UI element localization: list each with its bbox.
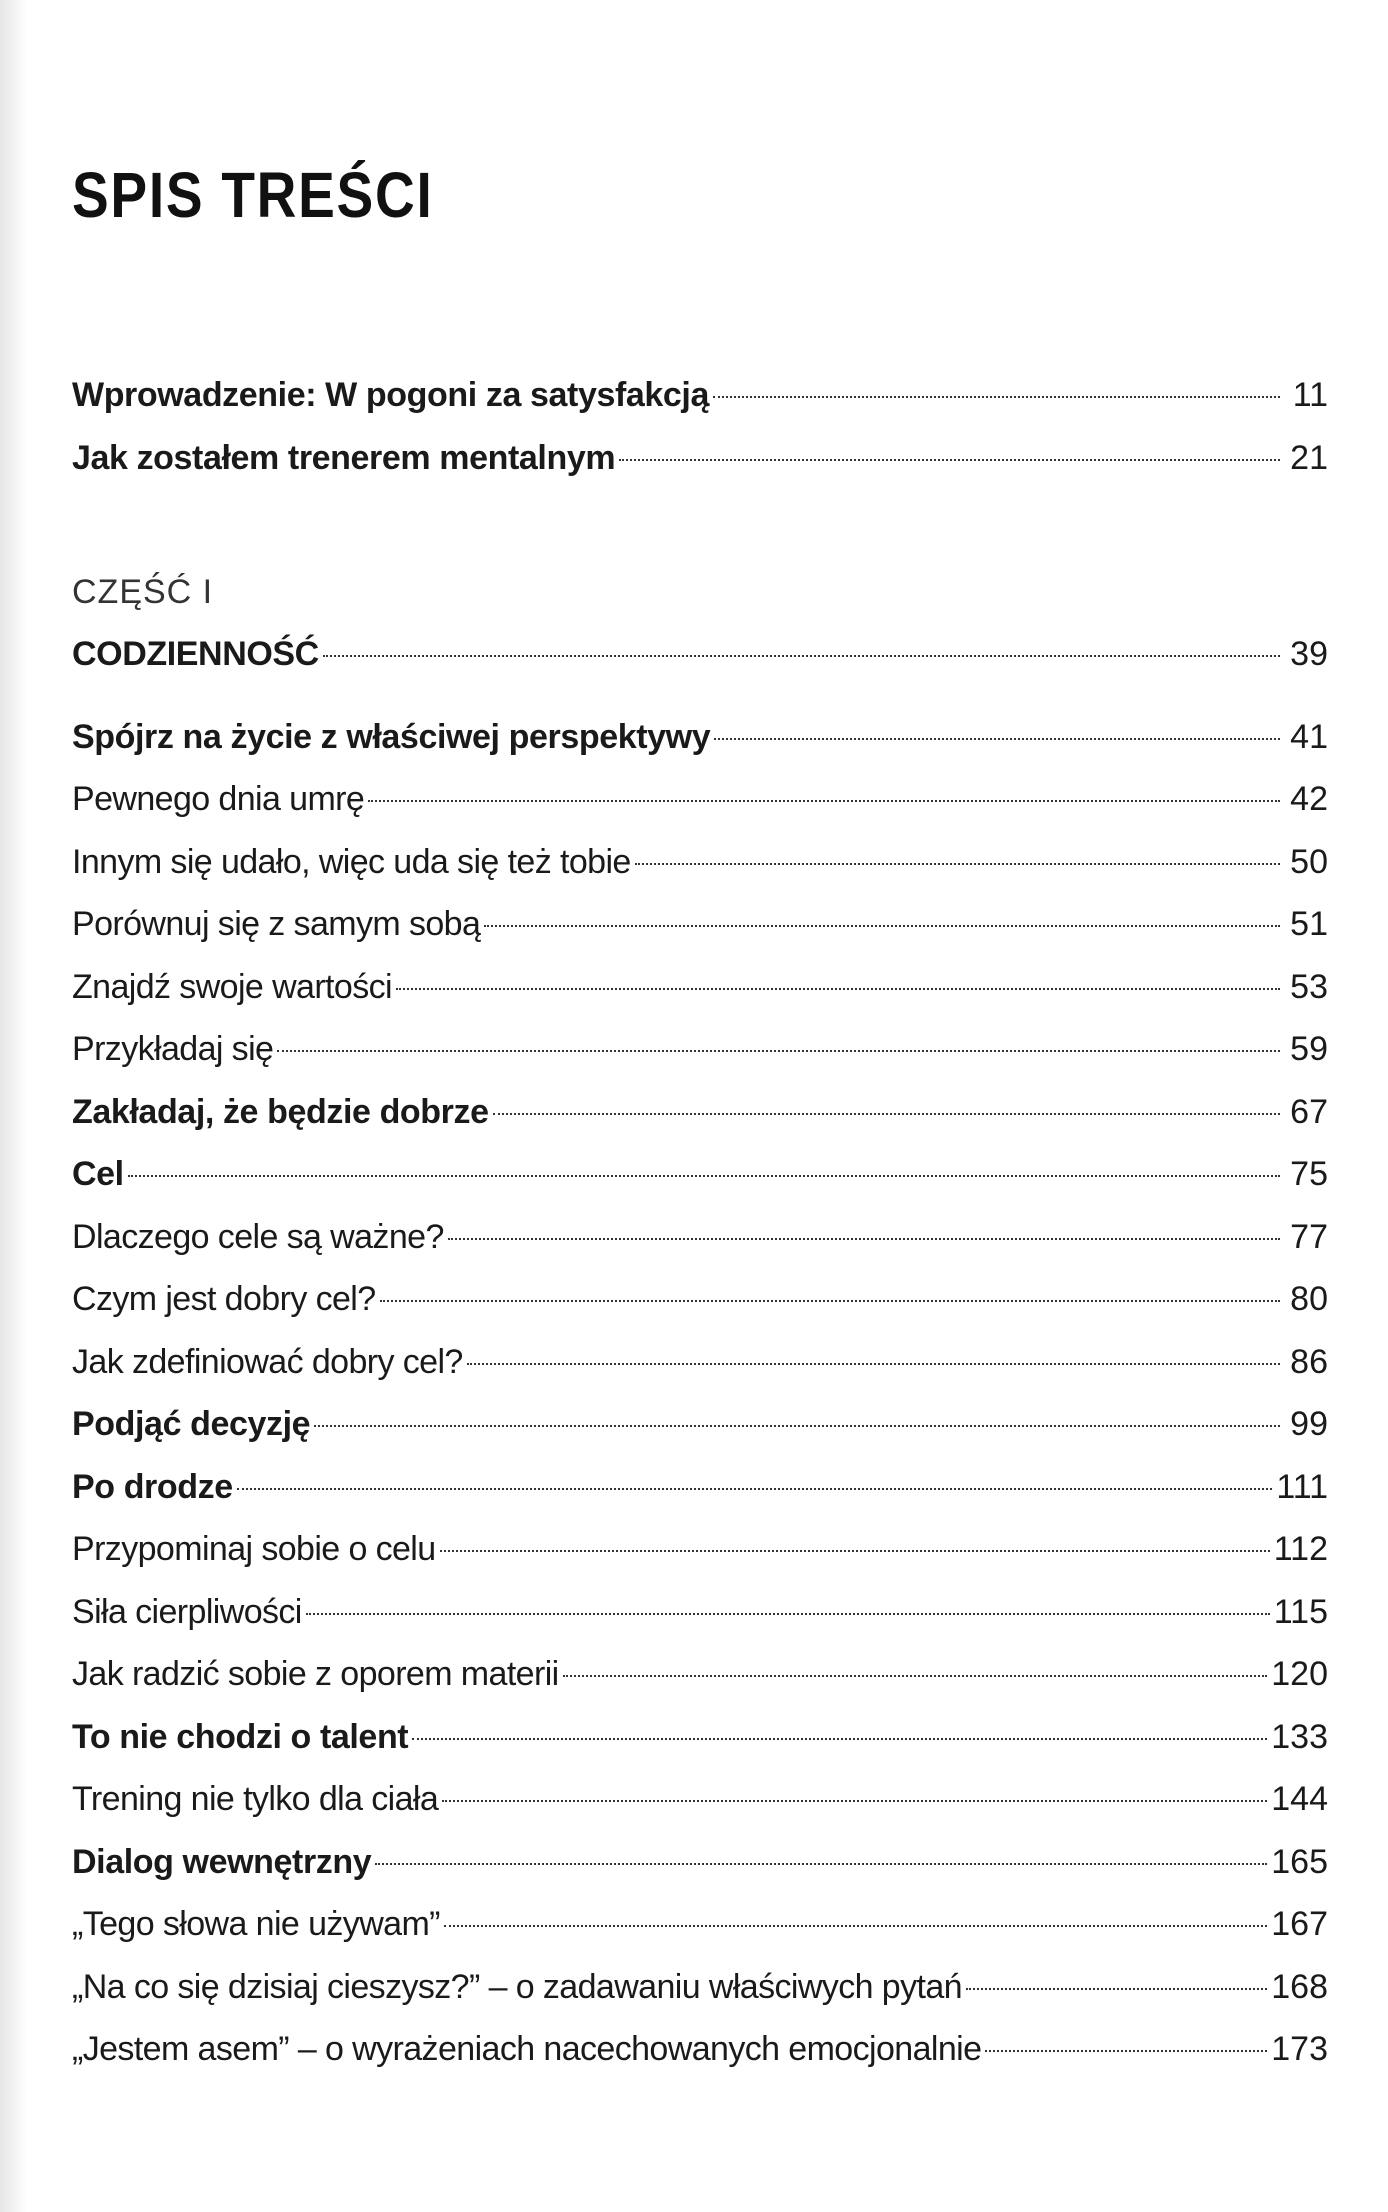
chapter-title: Podjąć decyzję xyxy=(72,1405,311,1443)
toc-entry xyxy=(72,1831,1328,1894)
dot-leader xyxy=(237,1488,1273,1490)
toc-entry xyxy=(72,1081,1328,1144)
toc-entry xyxy=(72,1018,1328,1081)
toc-entry xyxy=(72,956,1328,1019)
chapter-title: Cel xyxy=(72,1155,124,1193)
toc-entry-page: 168 xyxy=(1271,1967,1328,2006)
toc-entry-page: 41 xyxy=(1290,717,1328,756)
section-title: „Tego słowa nie używam” xyxy=(72,1905,440,1943)
section-title: Przypominaj sobie o celu xyxy=(72,1530,436,1568)
toc-entry-intro xyxy=(72,364,1328,427)
toc-entry xyxy=(72,2018,1328,2081)
toc-entry-page: 59 xyxy=(1290,1030,1328,1068)
dot-leader xyxy=(306,1613,1270,1615)
dot-leader xyxy=(563,1675,1268,1677)
part-title-entry xyxy=(72,623,1328,686)
toc-entry-page: 120 xyxy=(1271,1655,1328,1693)
toc-entry xyxy=(72,831,1328,894)
toc-entry xyxy=(72,1518,1328,1581)
dot-leader xyxy=(380,1300,1280,1302)
toc-entry-trainer xyxy=(72,427,1328,490)
toc-entry xyxy=(72,1143,1328,1206)
toc-entry-page: 112 xyxy=(1273,1530,1328,1568)
dot-leader xyxy=(713,396,1280,398)
toc-entry-page: 99 xyxy=(1290,1405,1328,1443)
dot-leader xyxy=(619,459,1280,461)
toc-list xyxy=(72,706,1328,2081)
toc-entry xyxy=(72,1581,1328,1644)
dot-leader xyxy=(467,1363,1280,1365)
dot-leader xyxy=(368,800,1280,802)
dot-leader xyxy=(448,1238,1280,1240)
section-title: Znajdź swoje wartości xyxy=(72,967,392,1006)
section-title: Porównuj się z samym sobą xyxy=(72,905,481,943)
toc-entry-page: 11 xyxy=(1292,376,1328,414)
dot-leader xyxy=(444,1925,1267,1927)
part-label: CZĘŚĆ I xyxy=(72,573,214,611)
toc-entry-page: 21 xyxy=(1290,438,1328,477)
toc-entry-page: 173 xyxy=(1271,2030,1328,2068)
toc-entry xyxy=(72,1393,1328,1456)
toc-entry xyxy=(72,706,1328,769)
section-title: Czym jest dobry cel? xyxy=(72,1280,376,1318)
dot-leader xyxy=(128,1175,1280,1177)
dot-leader xyxy=(493,1113,1280,1115)
dot-leader xyxy=(635,863,1280,865)
toc-entry xyxy=(72,1768,1328,1831)
dot-leader xyxy=(375,1863,1267,1865)
toc-entry-title: Wprowadzenie: W pogoni za satysfakcją xyxy=(72,376,709,414)
toc-entry-page: 165 xyxy=(1271,1842,1328,1881)
section-title: Przykładaj się xyxy=(72,1030,274,1068)
dot-leader xyxy=(985,2050,1267,2052)
toc-entry xyxy=(72,1643,1328,1706)
dot-leader xyxy=(966,1988,1267,1990)
toc-entry-page: 111 xyxy=(1276,1467,1328,1506)
toc-entry-page: 75 xyxy=(1290,1155,1328,1193)
part-title: CODZIENNOŚĆ xyxy=(72,635,319,673)
dot-leader xyxy=(484,925,1280,927)
dot-leader xyxy=(714,738,1280,740)
toc-entry-page: 67 xyxy=(1290,1092,1328,1131)
table-of-contents xyxy=(72,364,1328,2081)
toc-entry xyxy=(72,1268,1328,1331)
section-title: Trening nie tylko dla ciała xyxy=(72,1780,439,1818)
section-title: Pewnego dnia umrę xyxy=(72,780,365,818)
toc-entry xyxy=(72,1456,1328,1519)
toc-entry-page: 133 xyxy=(1271,1717,1328,1756)
toc-entry-page: 42 xyxy=(1290,780,1328,818)
dot-leader xyxy=(412,1738,1267,1740)
toc-entry-page: 144 xyxy=(1271,1780,1328,1818)
chapter-title: To nie chodzi o talent xyxy=(72,1717,409,1756)
section-title: „Na co się dzisiaj cieszysz?” – o zadawaniu właściwych pytań xyxy=(72,1967,962,2006)
toc-entry-page: 167 xyxy=(1271,1905,1328,1943)
dot-leader xyxy=(396,988,1280,990)
toc-entry-page: 51 xyxy=(1290,905,1328,943)
chapter-title: Po drodze xyxy=(72,1467,233,1506)
toc-entry xyxy=(72,893,1328,956)
dot-leader xyxy=(314,1425,1280,1427)
toc-entry-page: 77 xyxy=(1290,1217,1328,1256)
toc-entry-title: Jak zostałem trenerem mentalnym xyxy=(72,438,616,477)
chapter-title: Spójrz na życie z właściwej perspektywy xyxy=(72,717,711,756)
toc-entry xyxy=(72,1331,1328,1394)
toc-entry-page: 53 xyxy=(1290,967,1328,1006)
toc-entry-page: 115 xyxy=(1273,1592,1328,1631)
section-title: Dlaczego cele są ważne? xyxy=(72,1217,444,1256)
dot-leader xyxy=(440,1550,1270,1552)
dot-leader xyxy=(323,655,1280,657)
chapter-title: Zakładaj, że będzie dobrze xyxy=(72,1092,489,1131)
toc-entry xyxy=(72,1956,1328,2019)
toc-entry xyxy=(72,1893,1328,1956)
toc-entry-page: 50 xyxy=(1290,842,1328,881)
toc-entry-page: 80 xyxy=(1290,1280,1328,1318)
section-title: Siła cierpliwości xyxy=(72,1592,302,1631)
part-page: 39 xyxy=(1290,635,1328,673)
section-title: „Jestem asem” – o wyrażeniach nacechowanych emocjonalnie xyxy=(72,2030,982,2068)
section-title: Jak radzić sobie z oporem materii xyxy=(72,1655,559,1693)
dot-leader xyxy=(277,1050,1280,1052)
section-title: Innym się udało, więc uda się też tobie xyxy=(72,842,631,881)
page-title: SPIS TREŚCI xyxy=(72,159,434,231)
toc-entry-page: 86 xyxy=(1290,1342,1328,1381)
page-edge-shadow xyxy=(0,0,28,2212)
toc-entry xyxy=(72,1206,1328,1269)
section-title: Jak zdefiniować dobry cel? xyxy=(72,1342,463,1381)
dot-leader xyxy=(442,1800,1267,1802)
toc-entry xyxy=(72,1706,1328,1769)
toc-entry xyxy=(72,768,1328,831)
chapter-title: Dialog wewnętrzny xyxy=(72,1842,372,1881)
